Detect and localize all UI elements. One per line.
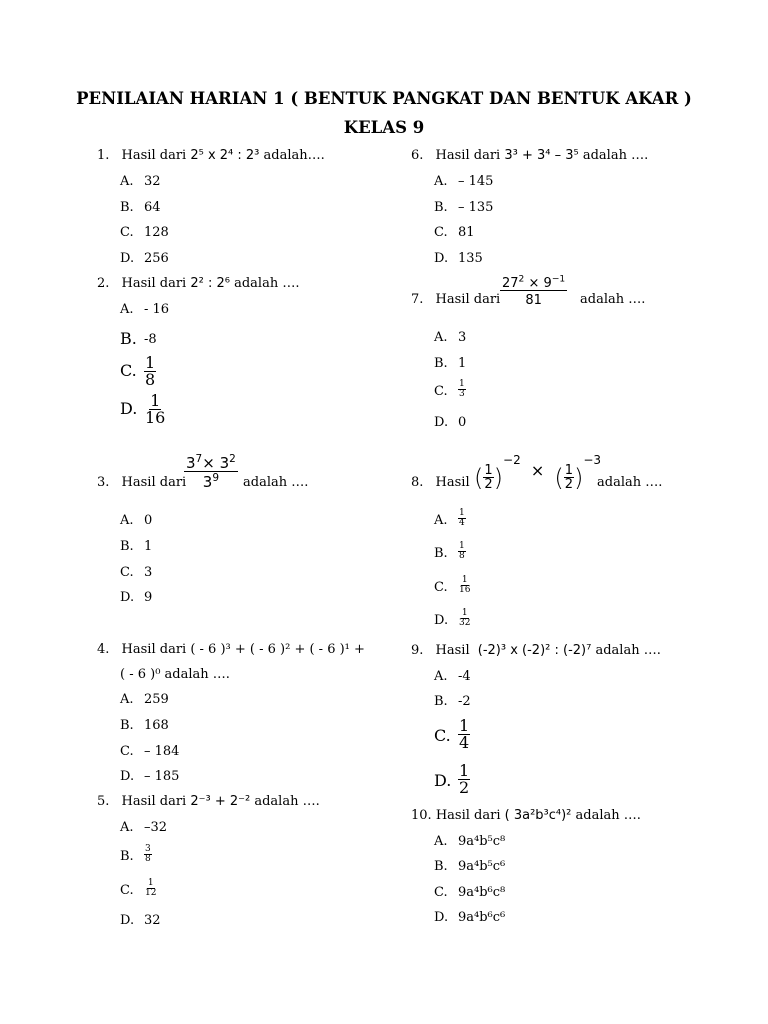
question-10 — [411, 808, 641, 823]
question-suffix: adalah …. — [243, 475, 309, 490]
question-number: 4. — [97, 642, 110, 657]
question-prefix: Hasil — [435, 475, 470, 490]
question-4 — [97, 642, 365, 657]
question-prefix: Hasil dari — [121, 475, 187, 490]
question-suffix: adalah …. — [582, 148, 649, 163]
question-number: 5. — [97, 794, 110, 809]
question-prefix: Hasil dari — [121, 794, 187, 809]
question-suffix: adalah …. — [254, 794, 320, 809]
question-6 — [411, 148, 648, 163]
question-3 — [97, 475, 309, 490]
question-prefix: Hasil dari — [435, 292, 501, 307]
question-suffix: adalah …. — [234, 276, 300, 291]
question-prefix: Hasil — [435, 643, 470, 658]
page-title: PENILAIAN HARIAN 1 ( BENTUK PANGKAT DAN BENTUK AKAR ) — [76, 89, 692, 108]
question-1 — [97, 148, 325, 163]
question-prefix: Hasil dari — [435, 148, 501, 163]
fraction-expression: $\frac{3^7\times 3^2}{3^9}$ — [186, 453, 236, 491]
question-prefix: Hasil dari — [435, 808, 501, 823]
question-suffix: adalah …. — [580, 292, 646, 307]
question-number: 6. — [411, 148, 424, 163]
question-line-2: ( - 6 )⁰ adalah …. — [120, 667, 230, 682]
question-suffix: adalah …. — [595, 643, 661, 658]
question-number: 8. — [411, 475, 424, 490]
question-5 — [97, 794, 320, 809]
question-8 — [411, 475, 663, 490]
question-expression: (-2)³ x (-2)² : (-2)⁷ — [477, 643, 592, 658]
question-expression: 3³ + 3⁴ – 3⁵ — [504, 148, 579, 163]
paren-expression: ( $\frac{1}{2}$ ) $^{-2}$ × ( $\frac{1}{2}$ ) $^{-3}$ — [474, 452, 602, 492]
question-suffix: adalah…. — [263, 148, 325, 163]
question-prefix: Hasil dari — [121, 276, 187, 291]
question-number: 1. — [97, 148, 110, 163]
question-line-1: Hasil dari ( - 6 )³ + ( - 6 )² + ( - 6 )¹ + — [121, 642, 365, 657]
question-expression: 2⁻³ + 2⁻² — [190, 794, 251, 809]
question-number: 9. — [411, 643, 424, 658]
question-9 — [411, 643, 661, 658]
question-7 — [411, 292, 646, 307]
question-number: 2. — [97, 276, 110, 291]
question-number: 10. — [411, 808, 432, 823]
question-2 — [97, 276, 299, 291]
question-suffix: adalah …. — [597, 475, 663, 490]
question-expression: 2⁵ x 2⁴ : 2³ — [190, 148, 260, 163]
question-number: 7. — [411, 292, 424, 307]
question-suffix: adalah …. — [575, 808, 641, 823]
question-expression: ( 3a²b³c⁴)² — [504, 808, 572, 823]
page-subtitle: KELAS 9 — [343, 118, 425, 137]
question-expression: 2² : 2⁶ — [190, 276, 230, 291]
question-number: 3. — [97, 475, 110, 490]
question-prefix: Hasil dari — [121, 148, 187, 163]
fraction-expression: $\frac{27^2 \times 9^{-1}}{81}$ — [502, 274, 566, 308]
